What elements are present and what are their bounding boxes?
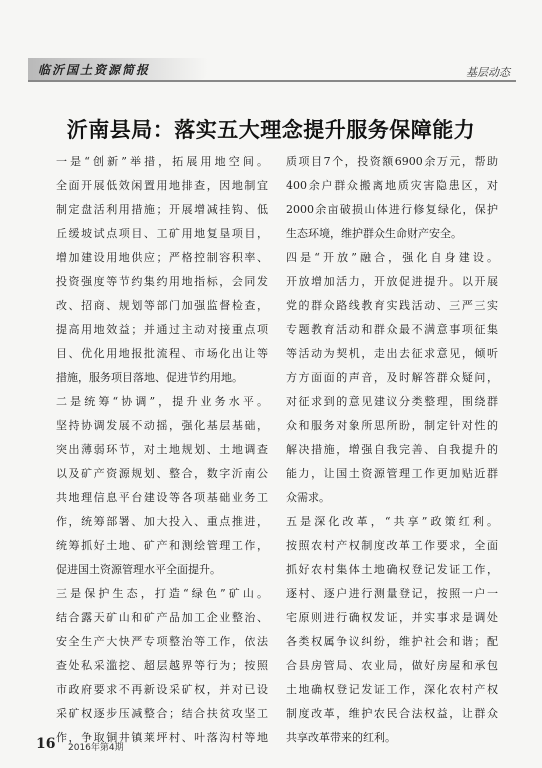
text-line: 能力，让国土资源管理工作更加贴近群 bbox=[286, 467, 498, 480]
text-line: 逐村、逐户进行测量登记，按照一户一 bbox=[286, 587, 498, 600]
text-line: 统筹抓好土地、矿产和测绘管理工作， bbox=[56, 539, 268, 552]
text-line: 制度改革，维护农民合法权益，让群众 bbox=[286, 707, 498, 720]
text-line: 市政府要求不再新设采矿权，并对已设 bbox=[56, 683, 268, 696]
text-line: 对征求到的意见建议分类整理，围绕群 bbox=[286, 395, 498, 408]
issue-label: 2016年第4期 bbox=[68, 743, 124, 753]
text-line: 增加建设用地供应；严格控制容积率、 bbox=[56, 251, 268, 264]
text-line: 突出薄弱环节，对土地规划、土地调查 bbox=[56, 443, 268, 456]
text-line: 措施，服务项目落地、促进节约用地。 bbox=[56, 371, 243, 384]
text-line: 提高用地效益；并通过主动对接重点项 bbox=[56, 323, 268, 336]
text-line: 改、招商、规划等部门加强监督检查， bbox=[56, 299, 268, 312]
text-line: 安全生产大快严专项整治等工作，依法 bbox=[56, 635, 268, 648]
text-line: 查处私采滥挖、超层越界等行为；按照 bbox=[56, 659, 268, 672]
text-line: 丘缓坡试点项目、工矿用地复垦项目， bbox=[56, 227, 268, 240]
text-line: 生态环境，维护群众生命财产安全。 bbox=[286, 227, 462, 240]
text-line: 作，争取铜井镇莱坪村、叶落沟村等地 bbox=[56, 731, 268, 744]
text-line: 共享改革带来的红利。 bbox=[286, 731, 396, 744]
text-line: 作，统筹部署、加大投入、重点推进， bbox=[56, 515, 268, 528]
text-line: 采矿权逐步压减整合；结合扶贫攻坚工 bbox=[56, 707, 268, 720]
text-line: 投资强度等节约集约用地指标，会同发 bbox=[56, 275, 268, 288]
page-footer bbox=[28, 736, 328, 756]
text-line: 二是统筹“协调”，提升业务水平。 bbox=[56, 395, 268, 408]
text-line: 制定盘活利用措施；开展增减挂钩、低 bbox=[56, 203, 268, 216]
left-column bbox=[56, 150, 268, 750]
text-line: 全面开展低效闲置用地排查，因地制宜 bbox=[56, 179, 268, 192]
journal-name: 临沂国土资源简报 bbox=[38, 63, 151, 77]
text-line: 党的群众路线教育实践活动、三严三实 bbox=[286, 299, 498, 312]
text-line: 宅原则进行确权发证，并实事求是调处 bbox=[286, 611, 498, 624]
text-line: 方方面面的声音，及时解答群众疑问， bbox=[286, 371, 498, 384]
text-line: 众需求。 bbox=[286, 491, 330, 504]
text-line: 抓好农村集体土地确权登记发证工作， bbox=[286, 563, 498, 576]
text-line: 促进国土资源管理水平全面提升。 bbox=[56, 563, 221, 576]
text-line: 各类权属争议纠纷，维护社会和谐；配 bbox=[286, 635, 498, 648]
text-line: 专题教育活动和群众最不满意事项征集 bbox=[286, 323, 498, 336]
text-line: 开放增加活力，开放促进提升。以开展 bbox=[286, 275, 498, 288]
text-line: 400余户群众搬离地质灾害隐患区，对 bbox=[286, 179, 498, 192]
text-line: 以及矿产资源规划、整合，数字沂南公 bbox=[56, 467, 268, 480]
text-line: 共地理信息平台建设等各项基础业务工 bbox=[56, 491, 268, 504]
text-line: 2000余亩破损山体进行修复绿化，保护 bbox=[286, 203, 498, 216]
right-column bbox=[286, 150, 498, 750]
text-line: 结合露天矿山和矿产品加工企业整治、 bbox=[56, 611, 268, 624]
text-line: 土地确权登记发证工作，深化农村产权 bbox=[286, 683, 498, 696]
text-line: 质项目7个，投资额6900余万元，帮助 bbox=[286, 155, 498, 168]
text-line: 五是深化改革，“共享”政策红利。 bbox=[286, 515, 498, 528]
text-line: 三是保护生态，打造“绿色”矿山。 bbox=[56, 587, 268, 600]
running-header bbox=[28, 58, 516, 84]
text-line: 解决措施，增强自我完善、自我提升的 bbox=[286, 443, 498, 456]
header-divider bbox=[28, 80, 516, 82]
text-line: 一是“创新”举措，拓展用地空间。 bbox=[56, 155, 268, 168]
text-line: 合县房管局、农业局，做好房屋和承包 bbox=[286, 659, 498, 672]
text-line: 坚持协调发展不动摇，强化基层基础， bbox=[56, 419, 268, 432]
page-number: 16 bbox=[36, 736, 56, 752]
article-title: 沂南县局：落实五大理念提升服务保障能力 bbox=[66, 118, 476, 142]
text-line: 等活动为契机，走出去征求意见，倾听 bbox=[286, 347, 498, 360]
text-line: 四是“开放”融合，强化自身建设。 bbox=[286, 251, 498, 264]
journal-name-banner bbox=[28, 58, 208, 80]
text-line: 众和服务对象所思所盼，制定针对性的 bbox=[286, 419, 498, 432]
text-line: 目、优化用地报批流程、市场化出让等 bbox=[56, 347, 268, 360]
text-line: 按照农村产权制度改革工作要求，全面 bbox=[286, 539, 498, 552]
section-name: 基层动态 bbox=[466, 66, 510, 79]
